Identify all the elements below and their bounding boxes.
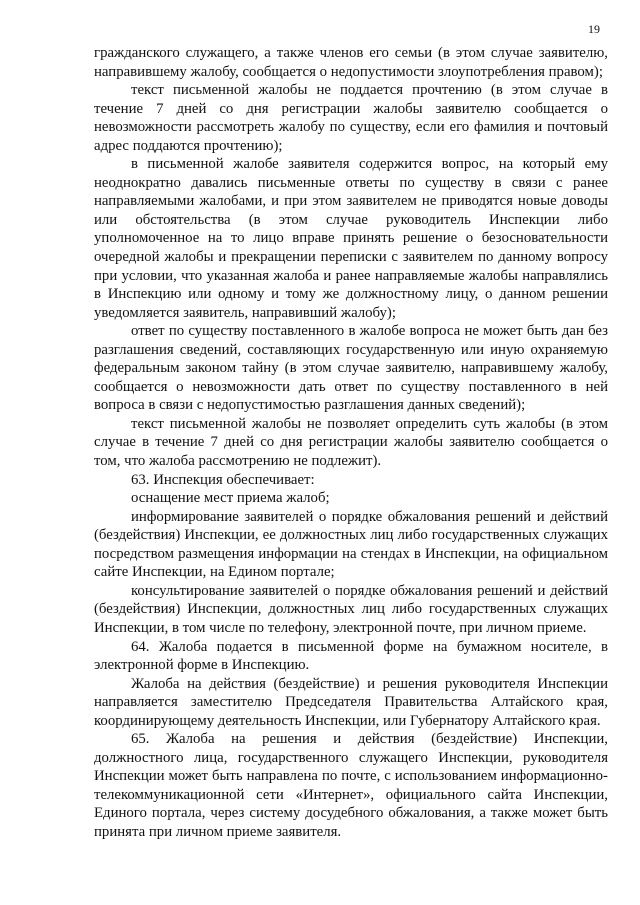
- paragraph: консультирование заявителей о порядке обжалования решений и действий (бездействия) Инспекции, должностных лиц либо государственных служащих Инспекции, в том числе по телефону, электронной почте, при личном приеме.: [94, 582, 608, 636]
- paragraph: в письменной жалобе заявителя содержится вопрос, на который ему неоднократно давались письменные ответы по существу в связи с ранее направляемыми жалобами, и при этом заявителем не приводятся новые доводы или обстоятельства (в этом случае руководитель Инспекции либо уполномоченное на то лицо вправе принять решение о безосновательности очередной жалобы и прекращении переписки с заявителем по данному вопросу при условии, что указанная жалоба и ранее направляемые жалобы направлялись в Инспекцию или одному и тому же должностному лицу, о данном решении уведомляется заявитель, направивший жалобу);: [94, 156, 608, 321]
- paragraph: текст письменной жалобы не позволяет определить суть жалобы (в этом случае в течение 7 дней со дня регистрации жалобы заявителю сообщается о том, что жалоба рассмотрению не подлежит).: [94, 415, 608, 470]
- paragraph: Жалоба на действия (бездействие) и решения руководителя Инспекции направляется заместителю Председателя Правительства Алтайского края, координирующему деятельность Инспекции, или Губернатору Алтайского края.: [94, 675, 608, 729]
- paragraph: 64. Жалоба подается в письменной форме на бумажном носителе, в электронной форме в Инспекцию.: [94, 638, 608, 674]
- paragraph: текст письменной жалобы не поддается прочтению (в этом случае в течение 7 дней со дня регистрации жалобы заявителю сообщается о невозможности рассмотреть жалобу по существу, если его фамилия и почтовый адрес поддаются прочтению);: [94, 82, 608, 154]
- paragraph: информирование заявителей о порядке обжалования решений и действий (бездействия) Инспекции, ее должностных лиц либо государственных служащих посредством размещения информации на стендах в Инспекции, на официальном сайте Инспекции, на Едином портале;: [94, 508, 608, 581]
- document-body: [94, 44, 608, 842]
- paragraph: 65. Жалоба на решения и действия (бездействие) Инспекции, должностного лица, государственного служащего Инспекции, руководителя Инспекции может быть направлена по почте, с использованием информационно-телекоммуникационной сети «Интернет», официального сайта Инспекции, Единого портала, через систему досудебного обжалования, а также может быть принята при личном приеме заявителя.: [94, 731, 608, 840]
- paragraph: 63. Инспекция обеспечивает:: [131, 471, 315, 488]
- paragraph: оснащение мест приема жалоб;: [131, 490, 330, 507]
- page-number: 19: [588, 22, 600, 36]
- paragraph-continuation: гражданского служащего, а также членов его семьи (в этом случае заявителю, направившему жалобу, сообщается о недопустимости злоупотребления правом);: [94, 45, 608, 80]
- paragraph: ответ по существу поставленного в жалобе вопроса не может быть дан без разглашения сведений, составляющих государственную или иную охраняемую федеральным законом тайну (в этом случае заявителю, направившему жалобу, сообщается о невозможности дать ответ по существу поставленного в ней вопроса в связи с недопустимостью разглашения данных сведений);: [94, 323, 608, 414]
